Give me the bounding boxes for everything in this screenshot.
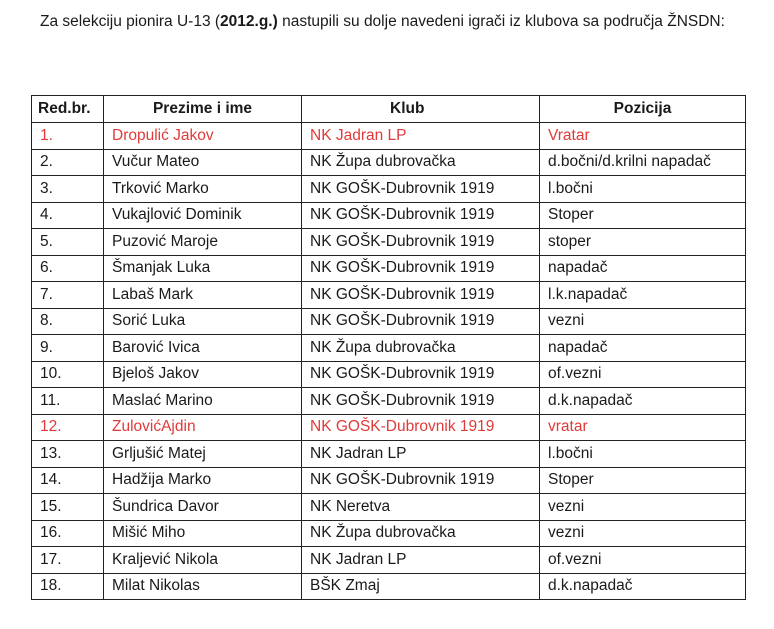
cell-number: 2.	[32, 149, 104, 176]
intro-text-start: Za selekciju pionira U-13 (	[40, 13, 221, 30]
player-roster-table	[31, 95, 746, 600]
cell-number: 4.	[32, 202, 104, 229]
cell-club: NK Neretva	[302, 494, 540, 521]
cell-club: NK GOŠK-Dubrovnik 1919	[302, 202, 540, 229]
table-row	[32, 308, 746, 335]
table-row	[32, 229, 746, 256]
cell-name: Milat Nikolas	[104, 573, 302, 600]
cell-position: napadač	[540, 255, 746, 282]
cell-number: 15.	[32, 494, 104, 521]
cell-number: 5.	[32, 229, 104, 256]
cell-position: vezni	[540, 494, 746, 521]
cell-name: Maslać Marino	[104, 388, 302, 415]
cell-position: d.k.napadač	[540, 573, 746, 600]
cell-number: 11.	[32, 388, 104, 415]
cell-club: NK GOŠK-Dubrovnik 1919	[302, 361, 540, 388]
table-row	[32, 123, 746, 150]
cell-club: NK GOŠK-Dubrovnik 1919	[302, 388, 540, 415]
cell-name: Kraljević Nikola	[104, 547, 302, 574]
cell-club: NK Jadran LP	[302, 123, 540, 150]
cell-position: napadač	[540, 335, 746, 362]
cell-number: 18.	[32, 573, 104, 600]
cell-position: vezni	[540, 520, 746, 547]
cell-club: NK Jadran LP	[302, 547, 540, 574]
cell-name: Dropulić Jakov	[104, 123, 302, 150]
cell-number: 16.	[32, 520, 104, 547]
cell-club: NK GOŠK-Dubrovnik 1919	[302, 308, 540, 335]
table-row	[32, 547, 746, 574]
cell-club: NK GOŠK-Dubrovnik 1919	[302, 229, 540, 256]
cell-position: vratar	[540, 414, 746, 441]
cell-number: 17.	[32, 547, 104, 574]
cell-name: Vukajlović Dominik	[104, 202, 302, 229]
cell-number: 12.	[32, 414, 104, 441]
cell-number: 1.	[32, 123, 104, 150]
table-row	[32, 176, 746, 203]
cell-name: Grljušić Matej	[104, 441, 302, 468]
cell-name: Trković Marko	[104, 176, 302, 203]
cell-number: 10.	[32, 361, 104, 388]
cell-position: d.k.napadač	[540, 388, 746, 415]
cell-position: Vratar	[540, 123, 746, 150]
cell-position: of.vezni	[540, 361, 746, 388]
cell-club: NK Župa dubrovačka	[302, 149, 540, 176]
table-row	[32, 361, 746, 388]
cell-club: NK Župa dubrovačka	[302, 335, 540, 362]
table-body	[32, 123, 746, 600]
cell-name: ZulovićAjdin	[104, 414, 302, 441]
cell-number: 8.	[32, 308, 104, 335]
cell-name: Bjeloš Jakov	[104, 361, 302, 388]
cell-name: Vučur Mateo	[104, 149, 302, 176]
intro-text-end: nastupili su dolje navedeni igrači iz klubova sa područja ŽNSDN:	[277, 13, 725, 30]
header-number: Red.br.	[32, 96, 104, 123]
cell-number: 6.	[32, 255, 104, 282]
cell-club: NK GOŠK-Dubrovnik 1919	[302, 255, 540, 282]
cell-position: stoper	[540, 229, 746, 256]
cell-club: NK Župa dubrovačka	[302, 520, 540, 547]
header-name: Prezime i ime	[104, 96, 302, 123]
cell-name: Barović Ivica	[104, 335, 302, 362]
cell-club: BŠK Zmaj	[302, 573, 540, 600]
cell-position: l.k.napadač	[540, 282, 746, 309]
intro-year: 2012.g.)	[220, 13, 278, 30]
cell-position: Stoper	[540, 202, 746, 229]
table-row	[32, 149, 746, 176]
table-row	[32, 467, 746, 494]
cell-number: 14.	[32, 467, 104, 494]
cell-club: NK Jadran LP	[302, 441, 540, 468]
table-row	[32, 202, 746, 229]
table-row	[32, 520, 746, 547]
table-row	[32, 441, 746, 468]
cell-name: Sorić Luka	[104, 308, 302, 335]
header-club: Klub	[302, 96, 540, 123]
cell-club: NK GOŠK-Dubrovnik 1919	[302, 282, 540, 309]
cell-position: d.bočni/d.krilni napadač	[540, 149, 746, 176]
cell-position: vezni	[540, 308, 746, 335]
cell-number: 13.	[32, 441, 104, 468]
table-row	[32, 388, 746, 415]
cell-position: l.bočni	[540, 441, 746, 468]
table-row	[32, 282, 746, 309]
cell-name: Mišić Miho	[104, 520, 302, 547]
cell-club: NK GOŠK-Dubrovnik 1919	[302, 414, 540, 441]
cell-number: 9.	[32, 335, 104, 362]
cell-number: 3.	[32, 176, 104, 203]
cell-name: Šundrica Davor	[104, 494, 302, 521]
table-row	[32, 335, 746, 362]
cell-name: Puzović Maroje	[104, 229, 302, 256]
cell-position: of.vezni	[540, 547, 746, 574]
table-row	[32, 573, 746, 600]
intro-paragraph	[40, 10, 734, 34]
cell-number: 7.	[32, 282, 104, 309]
table-header-row	[32, 96, 746, 123]
table-row	[32, 414, 746, 441]
cell-name: Hadžija Marko	[104, 467, 302, 494]
cell-name: Šmanjak Luka	[104, 255, 302, 282]
cell-name: Labaš Mark	[104, 282, 302, 309]
cell-club: NK GOŠK-Dubrovnik 1919	[302, 176, 540, 203]
header-position: Pozicija	[540, 96, 746, 123]
table-row	[32, 255, 746, 282]
cell-position: Stoper	[540, 467, 746, 494]
table-row	[32, 494, 746, 521]
cell-club: NK GOŠK-Dubrovnik 1919	[302, 467, 540, 494]
cell-position: l.bočni	[540, 176, 746, 203]
